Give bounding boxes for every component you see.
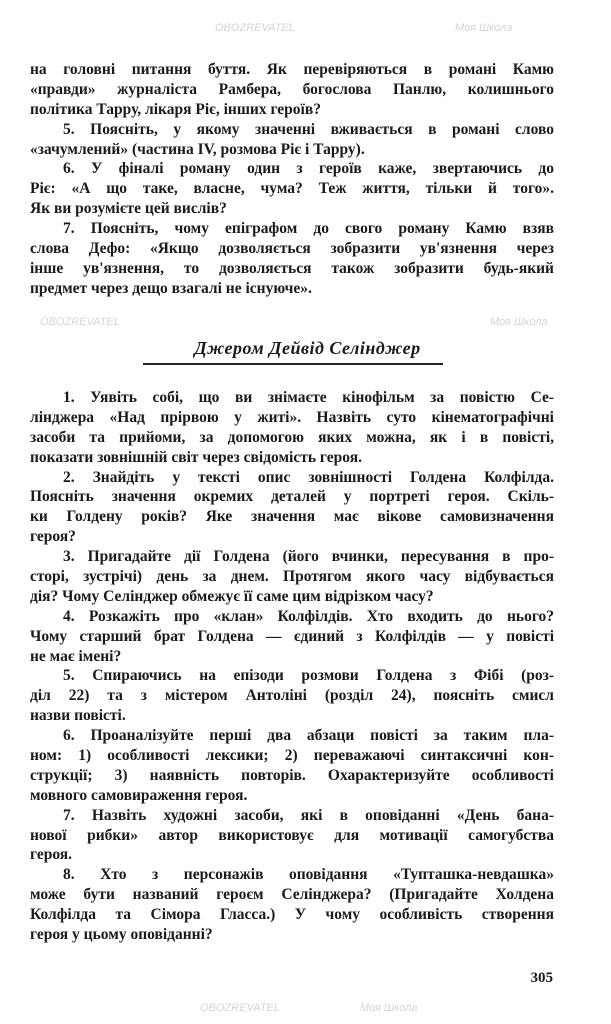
text-line: дія? Чому Селінджер обмежує її саме цим відрізком часу? xyxy=(30,587,434,605)
text-line: ки Голдену років? Яке значення має вікове самовизначення xyxy=(30,508,554,526)
page-number: 305 xyxy=(530,970,553,986)
text-line: героя у цьому оповіданні? xyxy=(30,926,213,944)
text-line: 7. Поясніть, чому епіграфом до свого роману Камю взяв xyxy=(63,220,554,238)
text-line: 2. Знайдіть у тексті опис зовнішності Голдена Колфілда. xyxy=(63,468,554,486)
text-line: 1. Уявіть собі, що ви знімаєте кінофільм за повістю Се- xyxy=(63,389,554,406)
questions-salinger xyxy=(30,388,554,945)
text-line: 5. Поясніть, у якому значенні вживається в романі слово xyxy=(63,120,554,138)
text-line: нової рибки» автор використовує для мотивації самогубства xyxy=(30,826,554,844)
text-line: Поясніть значення окремих деталей у портреті героя. Скіль- xyxy=(30,488,554,506)
text-line: 6. У фіналі роману один з героїв каже, звертаючись до xyxy=(63,160,554,178)
text-line: 4. Розкажіть про «клан» Колфілдів. Хто входить до нього? xyxy=(63,607,554,625)
watermark: OBOZREVATEL xyxy=(215,22,295,34)
watermark: Моя Школа xyxy=(360,1002,418,1014)
text-line: 6. Проаналізуйте перші два абзаци повісті за таким пла- xyxy=(63,727,554,745)
text-line: може бути названий героєм Селінджера? (Пригадайте Холдена xyxy=(30,886,554,904)
text-line: на головні питання буття. Як перевіряються в романі Камю xyxy=(30,61,554,78)
section-heading: Джером Дейвід Селінджер xyxy=(194,338,421,358)
text-line: «зачумлений» (частина IV, розмова Ріє і Тарру). xyxy=(30,140,365,158)
text-line: «правди» журналіста Рамбера, богослова Панлю, колишнього xyxy=(30,80,554,98)
text-line: політика Тарру, лікаря Ріє, інших героїв? xyxy=(30,100,321,118)
text-line: 3. Пригадайте дії Голдена (його вчинки, пересування в про- xyxy=(63,548,554,566)
text-line: героя. xyxy=(30,846,73,864)
text-line: 7. Назвіть художні засоби, які в оповіданні «День бана- xyxy=(63,806,554,824)
question-paragraph xyxy=(30,468,554,548)
question-paragraph xyxy=(30,159,554,219)
text-line: Як ви розумієте цей вислів? xyxy=(30,200,227,218)
question-paragraph xyxy=(30,388,554,468)
watermark: OBOZREVATEL xyxy=(40,316,120,328)
questions-camus xyxy=(30,60,554,299)
text-line: назви повісті. xyxy=(30,707,126,725)
text-line: Чому старший брат Голдена — єдиний з Колфілдів — у повісті xyxy=(30,627,554,645)
text-line: лінджера «Над прірвою у житі». Назвіть суто кінематографічні xyxy=(30,408,554,426)
question-paragraph xyxy=(30,607,554,667)
text-line: діл 22) та з містером Антоліні (розділ 24), поясніть смисл xyxy=(30,687,554,705)
text-line: предмет через дещо взагалі не існуюче». xyxy=(30,279,312,297)
question-paragraph xyxy=(30,726,554,806)
text-line: струкції; 3) наявність повторів. Охарактеризуйте особливості xyxy=(30,766,554,784)
text-line: мовного самовираження героя. xyxy=(30,786,248,804)
question-paragraph xyxy=(30,60,554,120)
watermark: Моя Школа xyxy=(455,22,513,34)
text-line: слова Дефо: «Якщо дозволяється зобразити ув'язнення через xyxy=(30,240,554,258)
heading-underline xyxy=(143,363,443,365)
text-line: сторі, зустрічі) день за днем. Протягом якого часу відбувається xyxy=(30,568,554,586)
text-line: показати зовнішній світ через свідомість героя. xyxy=(30,448,362,466)
text-line: ном: 1) особливості лексики; 2) переважаючі синтаксичні кон- xyxy=(30,747,554,765)
question-paragraph xyxy=(30,666,554,726)
question-paragraph xyxy=(30,806,554,866)
text-line: не має імені? xyxy=(30,647,122,665)
text-line: 8. Хто з персонажів оповідання «Тупташка-невдашка» xyxy=(63,866,554,884)
text-line: інше ув'язнення, то дозволяється також зобразити будь-який xyxy=(30,259,554,277)
question-paragraph xyxy=(30,120,554,160)
watermark: OBOZREVATEL xyxy=(200,1002,280,1014)
text-line: героя? xyxy=(30,528,76,546)
text-line: Колфілда та Сімора Гласса.) У чому особливість створення xyxy=(30,906,554,924)
text-line: Ріє: «А що таке, власне, чума? Теж життя, тільки й того». xyxy=(30,180,554,198)
text-line: засоби та прийоми, за допомогою яких можна, як і в повісті, xyxy=(30,428,554,446)
question-paragraph xyxy=(30,219,554,299)
question-paragraph xyxy=(30,865,554,945)
watermark: Моя Школа xyxy=(490,316,548,328)
text-line: 5. Спираючись на епізоди розмови Голдена з Фібі (роз- xyxy=(63,667,554,685)
question-paragraph xyxy=(30,547,554,607)
